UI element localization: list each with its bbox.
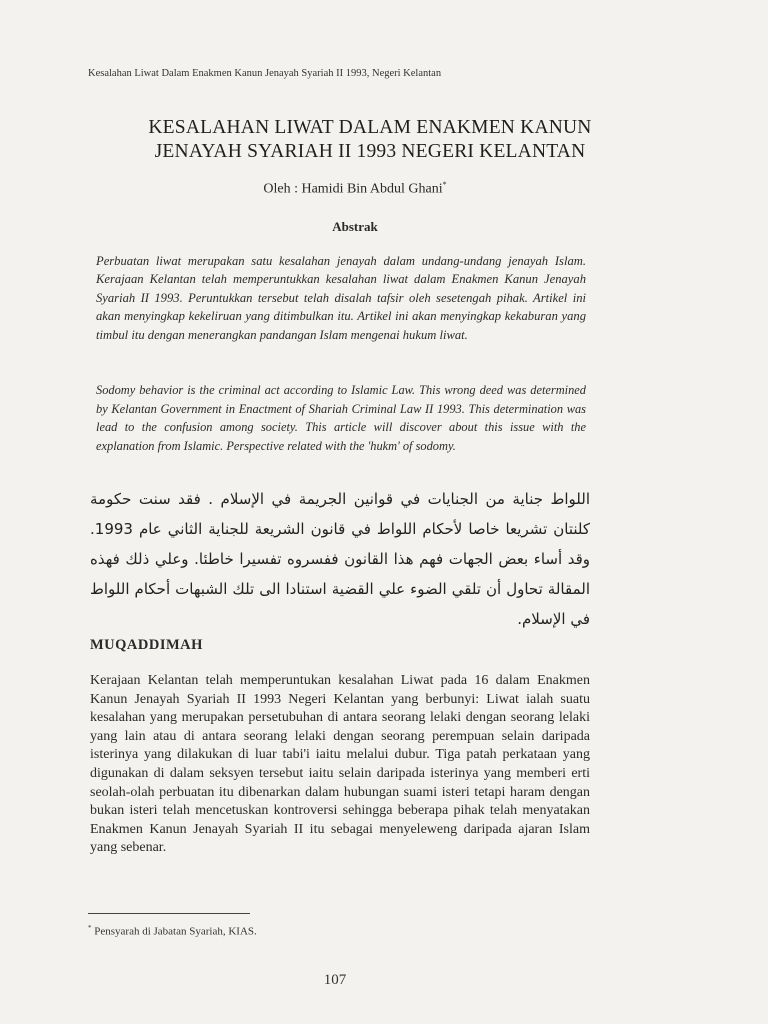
page-number: 107 <box>323 972 347 988</box>
footnote-divider <box>88 913 250 914</box>
abstract-heading: Abstrak <box>332 219 378 234</box>
author-line <box>90 180 620 198</box>
section-heading: MUQADDIMAH <box>90 637 203 653</box>
abstract-arabic: اللواط جناية من الجنايات في قوانين الجريمة في الإسلام . فقد سنت حكومة كلنتان تشريعا خاصا لأحكام اللواط في قانون الشريعة للجناية الثاني عام 1993. وقد أساء بعض الجهات فهم هذا القانون ففسروه تفسيرا خاطئا. وعلي ذلك فهذه المقالة تحاول أن تلقي الضوء علي القضية استنادا الى تلك الشبهات أحكام اللواط في الإسلام. <box>90 490 590 628</box>
running-head: Kesalahan Liwat Dalam Enakmen Kanun Jenayah Syariah II 1993, Negeri Kelantan <box>88 68 442 79</box>
title-line-2: JENAYAH SYARIAH II 1993 NEGERI KELANTAN <box>154 141 586 162</box>
title-line-1: KESALAHAN LIWAT DALAM ENAKMEN KANUN <box>148 117 592 138</box>
abstract-english: Sodomy behavior is the criminal act according to Islamic Law. This wrong deed was determined by Kelantan Government in Enactment of Shariah Criminal Law II 1993. This determination was lead to the confusion among society. This article will discover about this issue with the explanation from Islamic. Perspective related with the 'hukm' of sodomy. <box>96 383 586 453</box>
footnote-marker: * <box>88 924 92 932</box>
footnote <box>88 924 257 938</box>
footnote-text: Pensyarah di Jabatan Syariah, KIAS. <box>94 925 257 938</box>
abstract-malay: Perbuatan liwat merupakan satu kesalahan jenayah dalam undang-undang jenayah Islam. Kerajaan Kelantan telah memperuntukkan kesalahan liwat dalam Enakmen Kanun Jenayah Syariah II 1993. Peruntukkan tersebut telah disalah tafsir oleh sesetengah pihak. Artikel ini akan menyingkap kekeliruan yang ditimbulkan itu. Artikel ini akan menyingkap kekaburan yang timbul itu dengan menerangkan pandangan Islam mengenai hukum liwat. <box>96 254 586 342</box>
author-footnote-marker: * <box>442 180 447 189</box>
author-name: Oleh : Hamidi Bin Abdul Ghani <box>263 181 443 197</box>
article-title <box>90 116 650 164</box>
body-paragraph: Kerajaan Kelantan telah memperuntukan kesalahan Liwat pada 16 dalam Enakmen Kanun Jenayah Syariah II 1993 Negeri Kelantan yang berbunyi: Liwat ialah suatu kesalahan yang merupakan persetubuhan di antara seorang lelaki dengan seorang lelaki yang lain atau di antara seorang lelaki dengan seorang perempuan selain daripada isterinya yang dilakukan di luar tabi'i iaitu melalui dubur. Tiga patah perkataan yang digunakan di dalam seksyen tersebut iaitu selain daripada isterinya yang memberi erti seolah-olah perbuatan itu dibenarkan dalam hubungan suami isteri tetapi haram dengan bukan isteri telah mencetuskan kontroversi sehingga beberapa pihak telah menyatakan Enakmen Kanun Jenayah Syariah II itu sebagai menyeleweng daripada ajaran Islam yang sebenar. <box>90 673 590 856</box>
